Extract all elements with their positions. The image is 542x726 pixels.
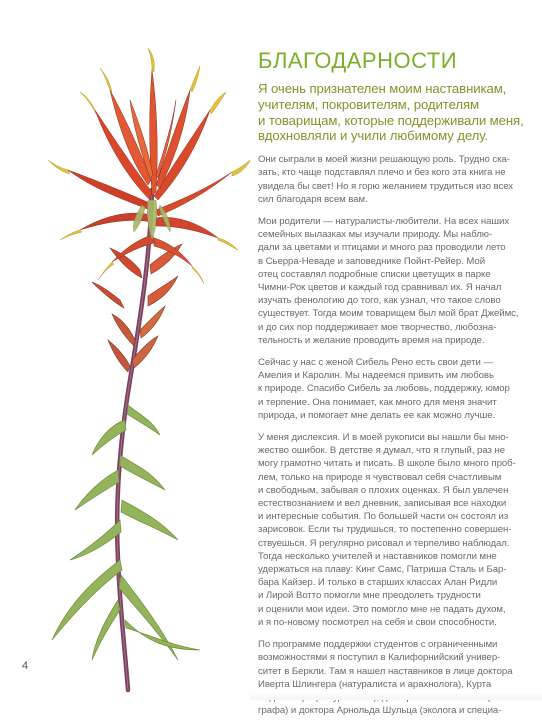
paragraph-line: Чимни-Рок цветов и каждый год сравнивал их. Я начал [258,282,502,294]
paragraph-line: в Сьерра-Неваде и заповеднике Пойнт-Рейер. Мой [258,255,486,267]
paragraph-1 [258,153,530,206]
paragraph-line: Сейчас у нас с женой Сибель Рено есть свои дети — [258,357,493,369]
paragraph-line: ствуешься. Я регулярно рисовал и терпеливо наблюдал. [258,537,510,549]
paragraph-line: и интересные события. По большей части он состоял из [258,511,509,523]
paragraph-line: По программе поддержки студентов с ограниченными [258,639,498,651]
lead-line: Я очень признателен моим наставникам, [258,81,507,96]
paragraph-line: Мои родители — натуралисты-любители. На всех наших [258,216,510,227]
page-heading: БЛАГОДАРНОСТИ [258,48,458,73]
paragraph-line: зать, кто чаще подставлял плечо и без кого эта книга не [258,167,506,179]
lead-line: вдохновляли и учили любимому делу. [258,128,489,144]
indian-paintbrush-flower-icon [0,0,250,700]
paragraph-3 [258,356,530,422]
paragraph-line: к природе. Спасибо Сибель за любовь, поддержку, юмор [258,383,510,395]
paragraph-line: семейных вылазках мы изучали природу. Мы наблю- [258,229,493,241]
text-column [258,48,530,726]
lead-line: и товарищам, которые поддерживали меня, [258,112,524,128]
paragraph-line: удержаться на плаву: Кинг Самс, Патриша Сталь и Бар- [258,564,507,576]
paragraph-line: Амелия и Каролин. Мы надеемся привить им любовь [258,370,494,382]
lead-line: учителям, покровителям, родителям [258,96,479,112]
page-bottom-edge [250,692,542,700]
paragraph-line: и свободным, забывая о плохих оценках. Я был увлечен [258,484,509,496]
paragraph-line: отец составлял подробные списки цветущих в парке [258,268,491,280]
paragraph-line: У меня дислексия. И в моей рукописи вы нашли бы мно- [258,432,509,444]
paragraph-line: Иверта Шлингера (натуралиста и арахнолога), Курта [258,678,492,690]
paragraph-line: и терпение. Она понимает, как много для меня значит [258,396,497,408]
paragraph-line: и Лирой Вотто помогли мне преодолеть трудности [258,590,481,602]
paragraph-line: лем, только на природе я чувствовал себя счастливым [258,471,502,483]
paragraph-line: существует. Тогда моим товарищем был мой брат Джеймс, [258,308,519,320]
paragraph-line: жество ошибок. В детстве я думал, что я глупый, раз не [258,445,506,457]
paragraph-line: дали за цветами и птицами и много раз проводили лето [258,242,506,254]
paragraph-line: ситет в Беркли. Там я нашел наставников в лице доктора [258,665,513,677]
paragraph-line: сил благодаря всем вам. [258,193,368,205]
flower-leaves [52,405,200,660]
paragraph-line: зарисовок. Если ты трудишься, то постепенно совершен- [258,524,512,536]
paragraph-line: тельность и желание проводить время на природе. [258,334,485,346]
paragraph-line: естествознанием и вел дневник, записывая все находки [258,498,507,510]
flower-bracts [68,70,232,266]
paragraph-line: увидела бы свет! Но я горю желанием трудиться изо всех [258,180,514,192]
paragraph-line: природа, и помогает мне делать ее как можно лучше. [258,409,496,421]
paragraph-line: бара Кайзер. И только в старших классах Алан Ридли [258,577,498,589]
paragraph-2 [258,215,530,347]
paragraph-line: Тогда несколько учителей и наставников помогли мне [258,550,497,562]
flower-calyx [133,200,170,240]
paragraph-4 [258,431,530,629]
paragraph-line: могу грамотно читать и писать. В школе было много проб- [258,458,516,470]
paragraph-line: Они сыграли в моей жизни решающую роль. Трудно ска- [258,154,510,166]
page-number: 4 [22,660,29,672]
paragraph-5 [258,638,530,717]
stem-buds [92,244,182,372]
paragraph-line: и оценили мои идеи. Это помогло мне не падать духом, [258,603,506,615]
paragraph-line: и я по-новому посмотрел на себя и свои способности. [258,616,497,628]
paragraph-line: возможностями я поступил в Калифорнийский универ- [258,652,501,664]
paragraph-line: изучать фенологию до того, как узнал, что такое слово [258,295,501,307]
lead-paragraph [258,81,530,144]
paragraph-line: и до сих пор поддерживает мое творчество, любозна- [258,321,497,333]
paragraph-line: графа) и доктора Арнольда Шульца (эколога и специа- [258,705,502,717]
